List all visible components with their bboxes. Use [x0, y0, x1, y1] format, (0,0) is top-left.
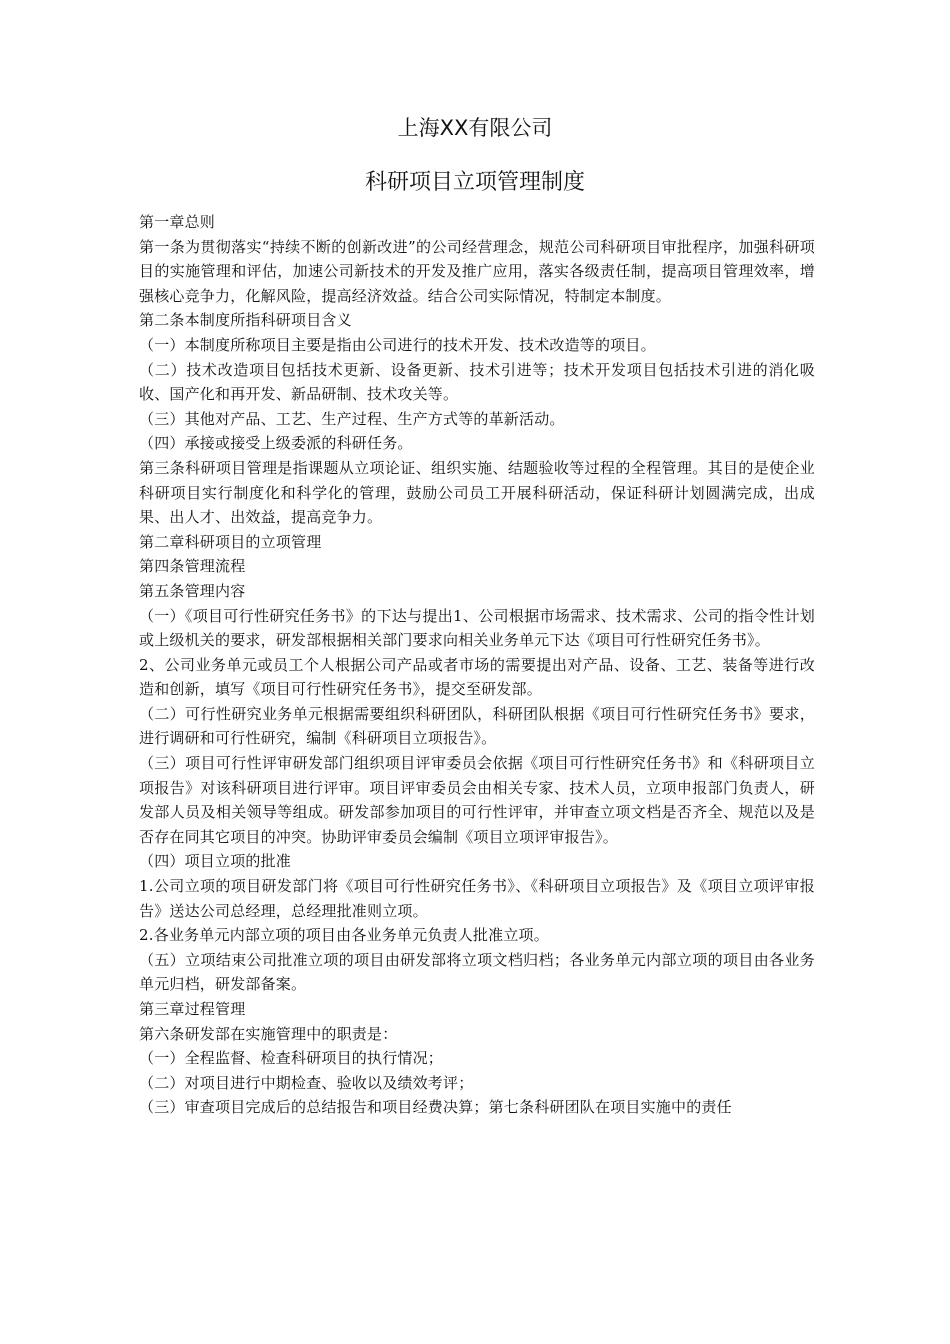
paragraph: （二）技术改造项目包括技术更新、设备更新、技术引进等；技术开发项目包括技术引进的消化吸收、国产化和再开发、新品研制、技术攻关等。 — [139, 360, 815, 404]
paragraph: （五）立项结束公司批准立项的项目由研发部将立项文档归档；各业务单元内部立项的项目由各业务单元归档，研发部备案。 — [139, 950, 815, 994]
document-body — [139, 210, 815, 1120]
document-title: 科研项目立项管理制度 — [364, 170, 585, 195]
article-heading: 第六条研发部在实施管理中的职责是： — [139, 1024, 398, 1043]
article-heading: 第四条管理流程 — [139, 557, 246, 576]
paragraph: 1.公司立项的项目研发部门将《项目可行性研究任务书》、《科研项目立项报告》及《项目立项评审报告》送达公司总经理，总经理批准则立项。 — [139, 877, 815, 920]
paragraph: 2、公司业务单元或员工个人根据公司产品或者市场的需要提出对产品、设备、工艺、装备等进行改造和创新，填写《项目可行性研究任务书》，提交至研发部。 — [139, 655, 815, 699]
paragraph: （四）承接或接受上级委派的科研任务。 — [139, 434, 413, 453]
paragraph: 第一条为贯彻落实“持续不断的创新改进”的公司经营理念，规范公司科研项目审批程序，加强科研项目的实施管理和评估，加速公司新技术的开发及推广应用，落实各级责任制，提高项目管理效率，增强核心竞争力，化解风险，提高经济效益。结合公司实际情况，特制定本制度。 — [139, 237, 815, 305]
paragraph: 第三条科研项目管理是指课题从立项论证、组织实施、结题验收等过程的全程管理。其目的是使企业科研项目实行制度化和科学化的管理，鼓励公司员工开展科研活动，保证科研计划圆满完成，出成果、出人才、出效益，提高竞争力。 — [139, 458, 815, 527]
paragraph: （二）对项目进行中期检查、验收以及绩效考评； — [139, 1073, 474, 1092]
paragraph: （三）其他对产品、工艺、生产过程、生产方式等的革新活动。 — [139, 409, 565, 428]
paragraph: 2.各业务单元内部立项的项目由各业务单元负责人批准立项。 — [139, 926, 549, 945]
chapter-heading: 第二章科研项目的立项管理 — [139, 532, 322, 551]
chapter-heading: 第三章过程管理 — [139, 1000, 246, 1018]
paragraph: （四）项目立项的批准 — [139, 852, 292, 871]
article-heading: 第五条管理内容 — [139, 581, 246, 600]
paragraph: （三）审查项目完成后的总结报告和项目经费决算；第七条科研团队在项目实施中的责任 — [139, 1098, 732, 1117]
company-name: 上海XX有限公司 — [397, 116, 553, 140]
paragraph: （一）本制度所称项目主要是指由公司进行的技术开发、技术改造等的项目。 — [139, 335, 656, 354]
article-heading: 第二条本制度所指科研项目含义 — [139, 311, 352, 330]
chapter-heading: 第一章总则 — [139, 213, 216, 231]
paragraph: （一）《项目可行性研究任务书》的下达与提出1、公司根据市场需求、技术需求、公司的指令性计划或上级机关的要求，研发部根据相关部门要求向相关业务单元下达《项目可行性研究任务书》。 — [139, 606, 815, 650]
paragraph: （一）全程监督、检查科研项目的执行情况； — [139, 1049, 444, 1068]
paragraph: （三）项目可行性评审研发部门组织项目评审委员会依据《项目可行性研究任务书》和《科研项目立项报告》对该科研项目进行评审。项目评审委员会由相关专家、技术人员，立项申报部门负责人，研发部人员及相关领导等组成。研发部参加项目的可行性评审，并审查立项文档是否齐全、规范以及是否存在同其它项目的冲突。协助评审委员会编制《项目立项评审报告》。 — [139, 754, 815, 846]
paragraph: （二）可行性研究业务单元根据需要组织科研团队，科研团队根据《项目可行性研究任务书》要求，进行调研和可行性研究，编制《科研项目立项报告》。 — [139, 704, 815, 748]
